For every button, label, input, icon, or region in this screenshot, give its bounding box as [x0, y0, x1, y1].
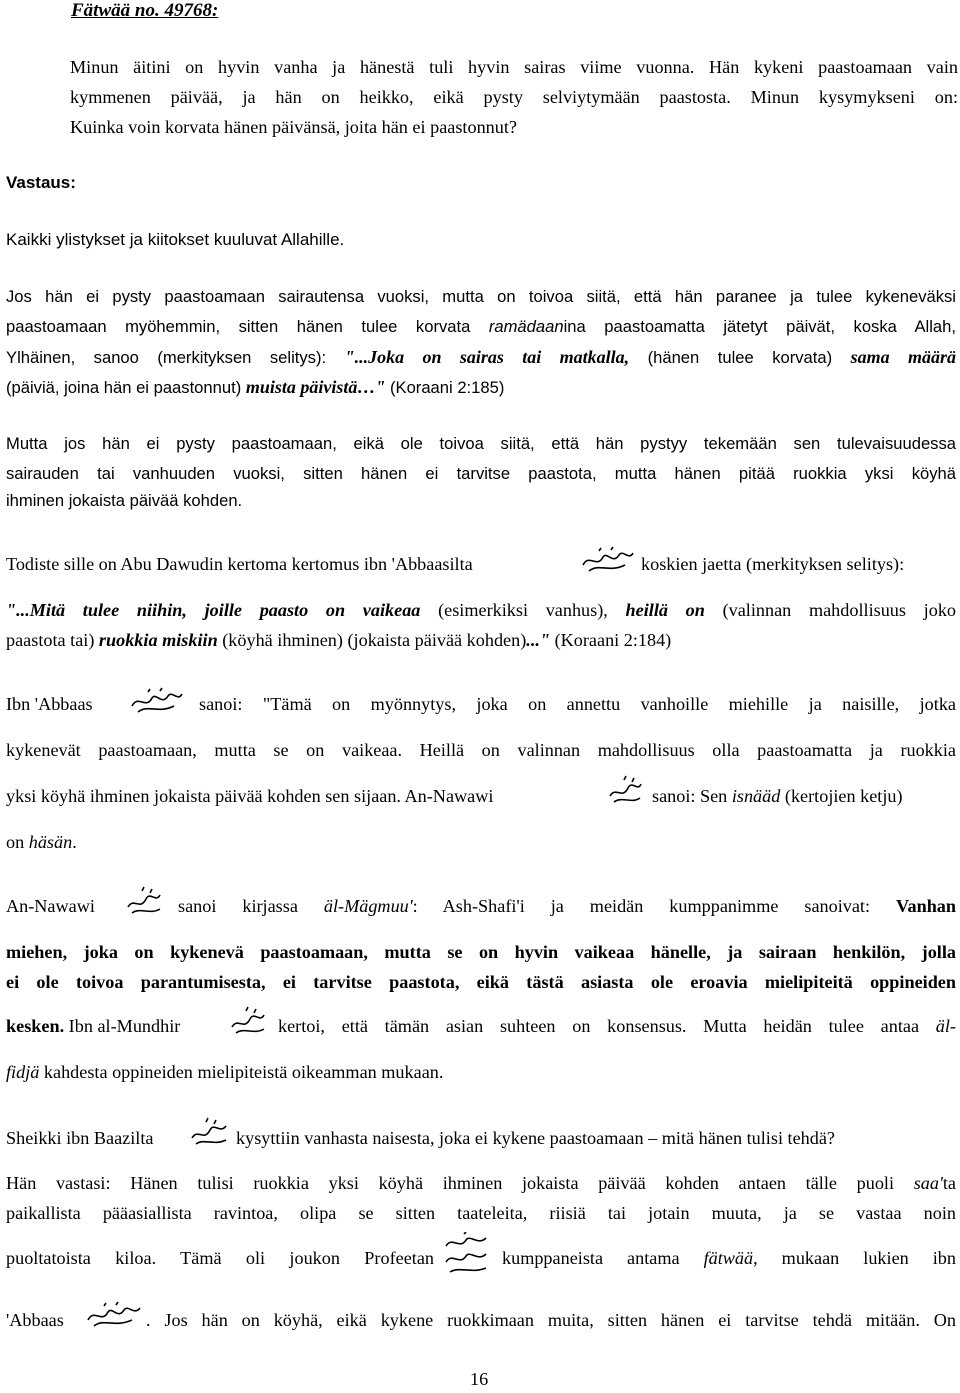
p5-line-1a: An-Nawawi [6, 896, 95, 916]
p5-line-4b: kertoi, että tämän asian suhteen on konsensus. Mutta heidän tulee antaa äl- [278, 1016, 956, 1036]
p5-line-4a: kesken. Ibn al-Mundhir [6, 1016, 181, 1036]
p4-line-1a: Ibn 'Abbaas [6, 694, 93, 714]
question-line-1: Minun äitini on hyvin vanha ja hänestä tuli hyvin sairas viime vuonna. Hän kykeni paastoamaan vain [70, 57, 958, 77]
p1-line-3: Ylhäinen, sanoo (merkityksen selitys): "...Joka on sairas tai matkalla, (hänen tulee korvata) sama määrä [6, 347, 957, 367]
p3-line-1b: koskien jaetta (merkityksen selitys): [641, 554, 905, 574]
question-line-2: kymmenen päivää, ja hän on heikko, eikä pysty selviytymään paastosta. Minun kysymykseni on: [70, 87, 958, 107]
p2-line-3: ihminen jokaista päivää kohden. [6, 491, 243, 510]
p5-line-1b: sanoi kirjassa äl-Mägmuu': Ash-Shafi'i ja meidän kumppanimme sanoivat: Vanhan [178, 896, 957, 916]
praise-line: Kaikki ylistykset ja kiitokset kuuluvat Allahille. [6, 230, 345, 249]
honorific-seal-icon [440, 1232, 492, 1276]
p7-line-4a: 'Abbaas [6, 1310, 64, 1330]
answer-label: Vastaus: [6, 173, 76, 192]
ramadan-term: ramädaan [488, 317, 564, 336]
p7-line-3a: puoltatoista kiloa. Tämä oli joukon Profeetan [6, 1248, 434, 1268]
fatwa-title: Fätwää no. 49768: [71, 0, 219, 21]
p7-line-1: Hän vastasi: Hänen tulisi ruokkia yksi köyhä ihminen jokaista päivää kohden antaen tälle puoli saa'ta [6, 1173, 956, 1193]
honorific-seal-icon [188, 1116, 230, 1150]
honorific-seal-icon [124, 885, 164, 919]
p6-line-1a: Sheikki ibn Baazilta [6, 1128, 154, 1148]
p5-line-5: fidjä kahdesta oppineiden mielipiteistä oikeamman mukaan. [6, 1062, 444, 1082]
honorific-seal-icon [128, 686, 186, 716]
question-line-3: Kuinka voin korvata hänen päivänsä, joita hän ei paastonnut? [70, 117, 517, 137]
p7-line-4b: . Jos hän on köyhä, eikä kykene ruokkimaan muita, sitten hänen ei tarvitse tehdä mitään. On [146, 1310, 956, 1330]
p2-line-1: Mutta jos hän ei pysty paastoamaan, eikä ole toivoa siitä, että hän pystyy tekemään sen tulevaisuudessa [6, 434, 956, 453]
p4-line-2: kykenevät paastoamaan, mutta se on vaikeaa. Heillä on valinnan mahdollisuus olla paastoamatta ja ruokkia [6, 740, 956, 760]
p4-line-3b: sanoi: Sen isnääd (kertojien ketju) [652, 786, 903, 806]
p4-line-4: on häsän. [6, 832, 77, 852]
honorific-seal-icon [84, 1300, 144, 1330]
p5-line-3: ei ole toivoa parantumisesta, ei tarvitse paastota, eikä tästä asiasta ole eroavia mielipiteitä oppineiden [6, 972, 956, 992]
honorific-seal-icon [228, 1005, 268, 1039]
page-number: 16 [470, 1369, 489, 1389]
p1-line-4: (päiviä, joina hän ei paastonnut) muista päivistä…" (Koraani 2:185) [6, 377, 505, 397]
p7-line-2: paikallista pääasiallista ravintoa, olipa se sitten taateleita, riisiä tai jotain muuta, ja se vastaa noin [6, 1203, 956, 1223]
p3-line-2: "...Mitä tulee niihin, joille paasto on vaikeaa (esimerkiksi vanhus), heillä on (valinnan mahdollisuus joko [6, 600, 957, 620]
honorific-seal-icon [579, 545, 635, 575]
honorific-seal-icon [606, 774, 644, 808]
p3-line-1a: Todiste sille on Abu Dawudin kertoma kertomus ibn 'Abbaasilta [6, 554, 473, 574]
p4-line-1b: sanoi: "Tämä on myönnytys, joka on annettu vanhoille miehille ja naisille, jotka [199, 694, 956, 714]
p4-line-3a: yksi köyhä ihminen jokaista päivää kohden sen sijaan. An-Nawawi [6, 786, 494, 806]
p3-line-3: paastota tai) ruokkia miskiin (köyhä ihminen) (jokaista päivää kohden)..." (Koraani 2:184) [6, 630, 672, 650]
quran-quote: "...Joka on sairas tai matkalla, [344, 347, 630, 367]
p1-line-2: paastoamaan myöhemmin, sitten hänen tulee korvata ramädaanina paastoamatta jätetyt päivät, koska Allah, [6, 317, 956, 336]
p1-line-1: Jos hän ei pysty paastoamaan sairautensa vuoksi, mutta on toivoa siitä, että hän paranee ja tulee kykeneväksi [6, 287, 956, 306]
p6-line-1b: kysyttiin vanhasta naisesta, joka ei kykene paastoamaan – mitä hänen tulisi tehdä? [236, 1128, 835, 1148]
p7-line-3b: kumppaneista antama fätwää, mukaan lukien ibn [502, 1248, 956, 1268]
p5-line-2: miehen, joka on kykenevä paastoamaan, mutta se on hyvin vaikeaa hänelle, ja sairaan henkilön, jolla [6, 942, 956, 962]
p2-line-2: sairauden tai vanhuuden vuoksi, sitten hänen ei tarvitse paastota, mutta hänen pitää ruokkia yksi köyhä [6, 464, 956, 483]
